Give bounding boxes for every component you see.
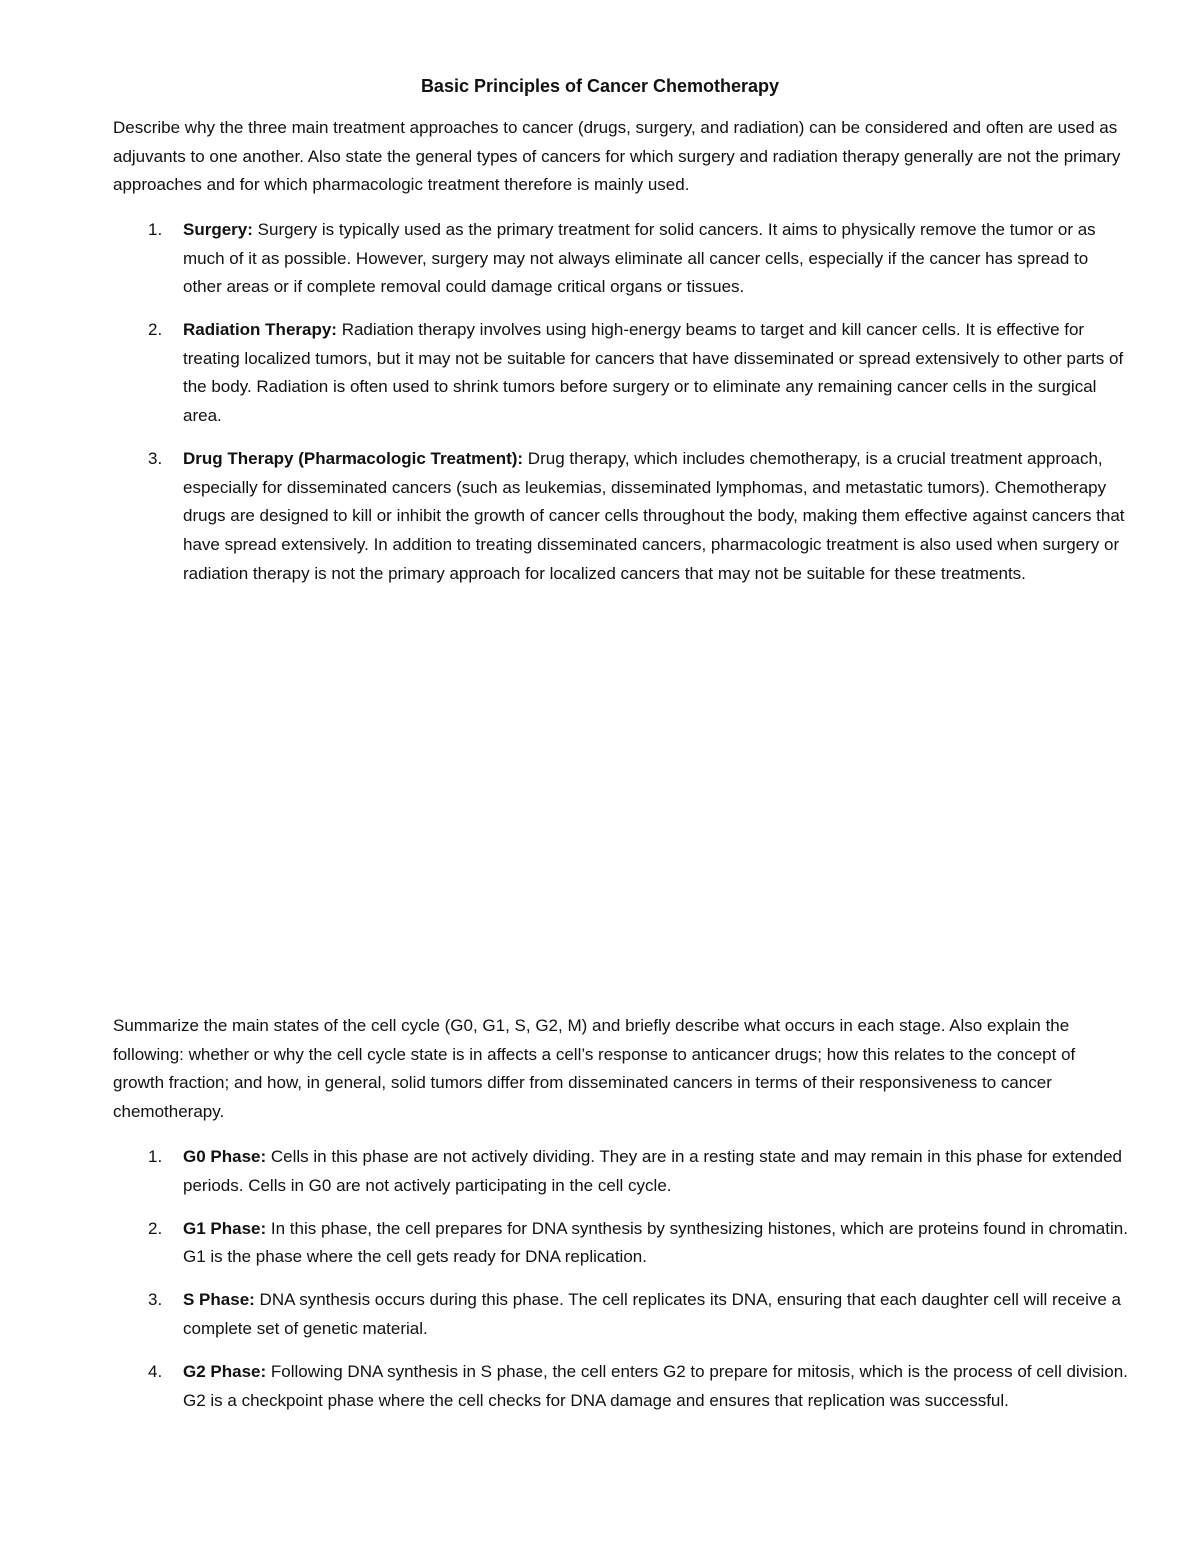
item-heading: G0 Phase: <box>183 1147 267 1166</box>
cell-cycle-phases-list <box>0 1143 1200 1430</box>
item-heading: Radiation Therapy: <box>183 320 337 340</box>
item-heading: Drug Therapy (Pharmacologic Treatment): <box>183 449 524 469</box>
list-number: 3. <box>148 449 163 469</box>
item-heading: G2 Phase: <box>183 1362 267 1382</box>
item-text: Following DNA synthesis in S phase, the cell enters G2 to prepare for mitosis, which is the process of cell division. G2 is a checkpoint phase where the cell checks for DNA damage and ensures that replication was successful. <box>183 1362 1128 1410</box>
item-heading: S Phase: <box>183 1290 255 1310</box>
list-item-s-phase <box>0 1286 1200 1343</box>
list-number: 3. <box>148 1290 163 1310</box>
item-text: DNA synthesis occurs during this phase. The cell replicates its DNA, ensuring that each daughter cell will receive a complete set of genetic material. <box>183 1290 1121 1338</box>
item-heading: Surgery: <box>183 220 253 239</box>
list-number: 2. <box>148 1218 163 1238</box>
list-item-radiation-therapy <box>0 316 1200 430</box>
item-text: Surgery is typically used as the primary treatment for solid cancers. It aims to physically remove the tumor or as much of it as possible. However, surgery may not always eliminate all cancer cells, especially if the cancer has spread to other areas or if complete removal could damage critical organs or tissues. <box>183 220 1096 297</box>
list-item-surgery <box>0 216 1200 302</box>
item-text: Cells in this phase are not actively dividing. They are in a resting state and may remain in this phase for extended periods. Cells in G0 are not actively participating in the cell cycle. <box>183 1147 1122 1195</box>
list-item-g2-phase <box>0 1358 1200 1415</box>
list-number: 2. <box>148 320 163 340</box>
list-number: 1. <box>148 1147 163 1166</box>
treatment-approaches-list <box>0 216 1200 603</box>
section1-prompt: Describe why the three main treatment approaches to cancer (drugs, surgery, and radiation) can be considered and often are used as adjuvants to one another. Also state the general types of cancers for which surgery and radiation therapy generally are not the primary approaches and for which pharmacologic treatment therefore is mainly used. <box>113 118 1121 195</box>
document-title: Basic Principles of Cancer Chemotherapy <box>420 76 780 96</box>
item-text: In this phase, the cell prepares for DNA synthesis by synthesizing histones, which are proteins found in chromatin. G1 is the phase where the cell gets ready for DNA replication. <box>183 1218 1128 1267</box>
list-item-drug-therapy <box>0 445 1200 588</box>
section2-prompt: Summarize the main states of the cell cycle (G0, G1, S, G2, M) and briefly describe what occurs in each stage. Also explain the following: whether or why the cell cycle state is in affects a cell’s response to anticancer drugs; how this relates to the concept of growth fraction; and how, in general, solid tumors differ from disseminated cancers in terms of their responsiveness to cancer chemotherapy. <box>113 1016 1076 1121</box>
item-heading: G1 Phase: <box>183 1218 267 1238</box>
list-item-g1-phase <box>0 1215 1200 1272</box>
item-text: Radiation therapy involves using high-energy beams to target and kill cancer cells. It is effective for treating localized tumors, but it may not be suitable for cancers that have disseminated or spread extensively to other parts of the body. Radiation is often used to shrink tumors before surgery or to eliminate any remaining cancer cells in the surgical area. <box>183 320 1124 426</box>
list-item-g0-phase <box>0 1143 1200 1200</box>
list-number: 1. <box>148 220 163 239</box>
item-text: Drug therapy, which includes chemotherapy, is a crucial treatment approach, especially for disseminated cancers (such as leukemias, disseminated lymphomas, and metastatic tumors). Chemotherapy drugs are designed to kill or inhibit the growth of cancer cells throughout the body, making them effective against cancers that have spread extensively. In addition to treating disseminated cancers, pharmacologic treatment is also used when surgery or radiation therapy is not the primary approach for localized cancers that may not be suitable for these treatments. <box>183 449 1125 583</box>
list-number: 4. <box>148 1362 163 1382</box>
